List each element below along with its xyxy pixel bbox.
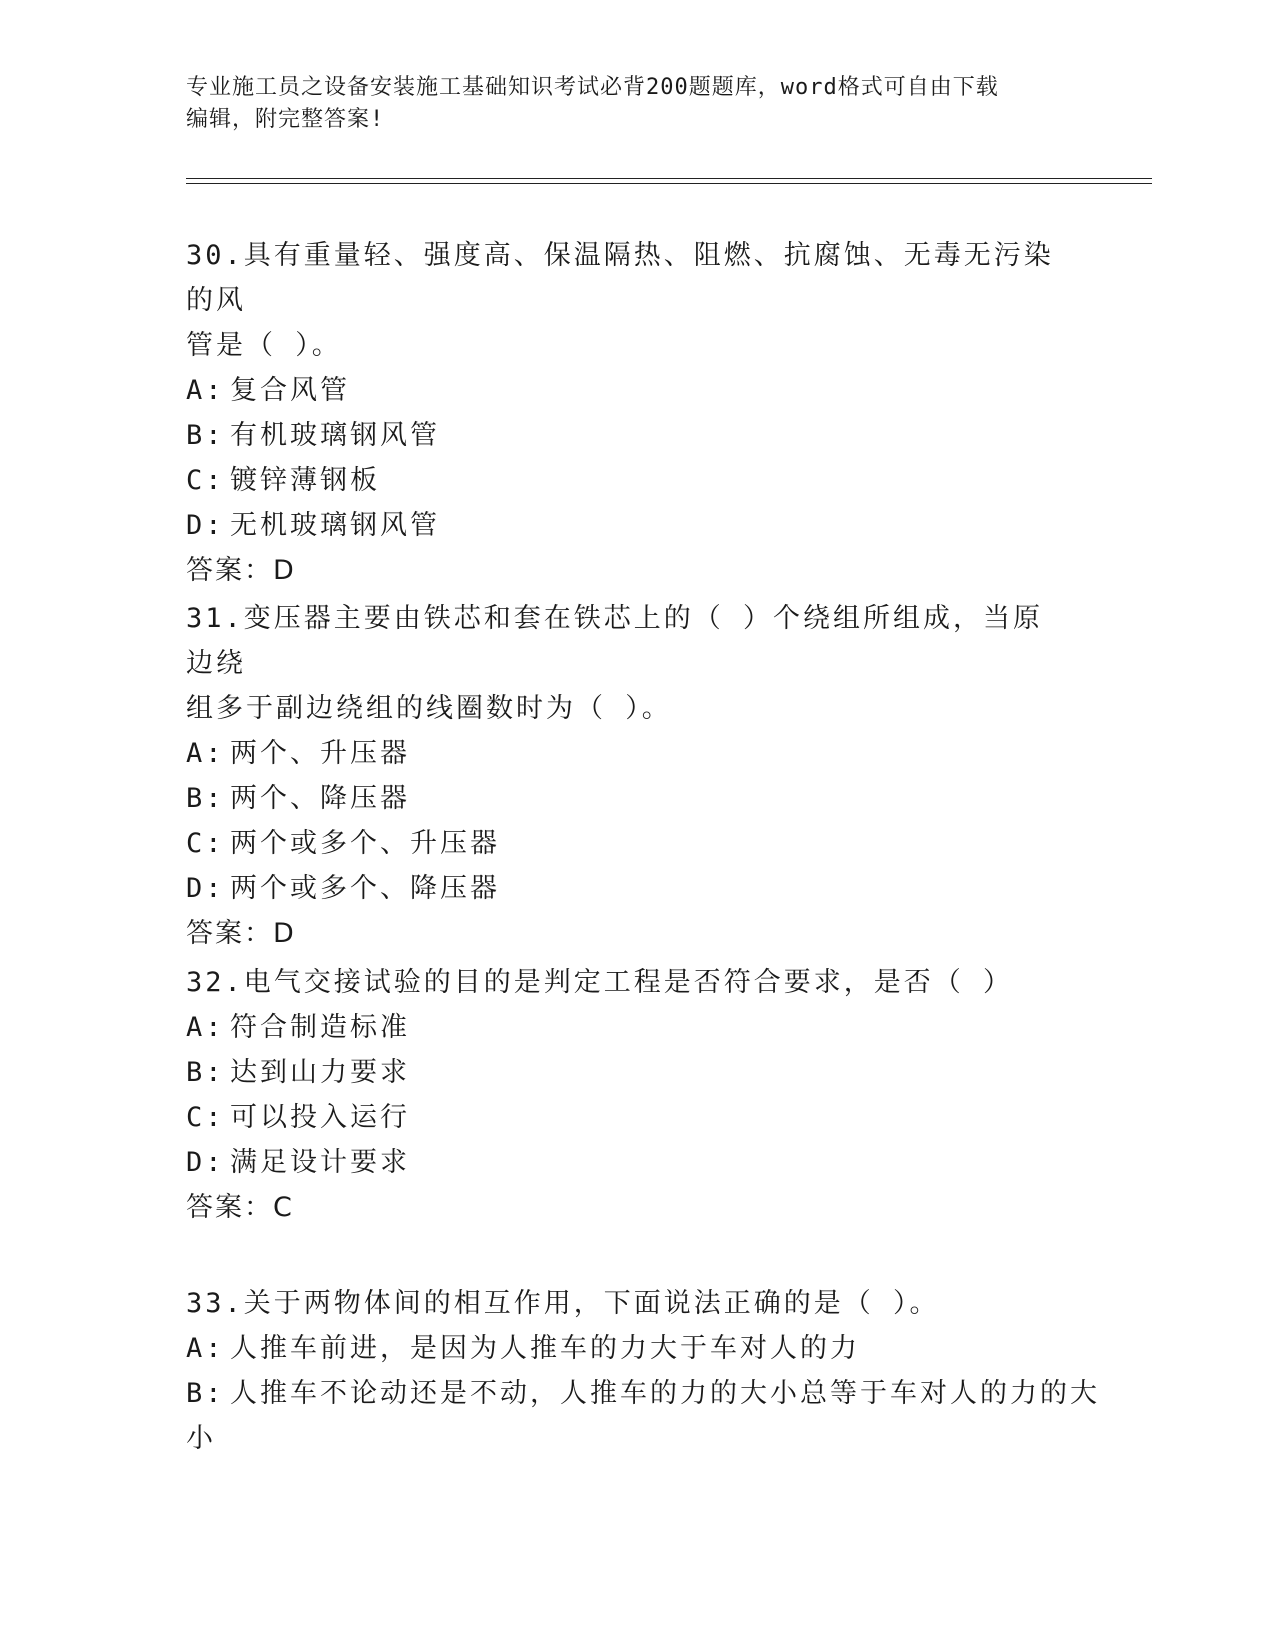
option-text: 人推车前进，是因为人推车的力大于车对人的力 — [230, 1333, 860, 1364]
document-header — [186, 72, 1066, 136]
option-c — [186, 458, 1066, 503]
question-32 — [186, 960, 1066, 1230]
option-a — [186, 731, 1066, 776]
option-d — [186, 866, 1066, 911]
option-letter: B: — [186, 1378, 225, 1409]
option-d — [186, 1140, 1066, 1185]
option-letter: C: — [186, 1102, 225, 1133]
option-letter: D: — [186, 510, 225, 541]
option-text: 两个或多个、升压器 — [230, 828, 500, 859]
option-b — [186, 1371, 1100, 1416]
option-b — [186, 776, 1066, 821]
option-c — [186, 1095, 1066, 1140]
option-text: 两个、降压器 — [230, 783, 410, 814]
option-text: 无机玻璃钢风管 — [230, 510, 440, 541]
option-letter: C: — [186, 465, 225, 496]
option-text: 有机玻璃钢风管 — [230, 420, 440, 451]
option-text: 人推车不论动还是不动，人推车的力的大小总等于车对人的力的大 — [230, 1378, 1100, 1409]
question-31 — [186, 596, 1066, 956]
option-d — [186, 503, 1066, 548]
option-letter: A: — [186, 1333, 225, 1364]
question-stem-line: 管是（ ）。 — [186, 330, 342, 361]
option-letter: A: — [186, 375, 225, 406]
question-stem-line: 32.电气交接试验的目的是判定工程是否符合要求，是否（ ） — [186, 967, 1014, 998]
question-stem-line: 31.变压器主要由铁芯和套在铁芯上的（ ）个绕组所组成，当原边绕 — [186, 603, 1044, 679]
header-divider-top — [186, 178, 1152, 179]
option-a — [186, 368, 1066, 413]
option-letter: C: — [186, 828, 225, 859]
answer-line: 答案：D — [186, 555, 296, 586]
question-stem-line: 组多于副边绕组的线圈数时为（ ）。 — [186, 693, 672, 724]
option-b — [186, 1050, 1066, 1095]
answer-line: 答案：D — [186, 918, 296, 949]
header-title-line-2: 编辑，附完整答案! — [186, 107, 385, 132]
option-letter: D: — [186, 1147, 225, 1178]
option-letter: B: — [186, 783, 225, 814]
option-letter: A: — [186, 738, 225, 769]
option-text: 两个、升压器 — [230, 738, 410, 769]
option-text: 达到山力要求 — [230, 1057, 410, 1088]
answer-line: 答案：C — [186, 1192, 294, 1223]
option-letter: D: — [186, 873, 225, 904]
header-title-line-1: 专业施工员之设备安装施工基础知识考试必背200题题库，word格式可自由下载 — [186, 75, 999, 100]
option-letter: B: — [186, 1057, 225, 1088]
option-b — [186, 413, 1066, 458]
question-33 — [186, 1281, 1100, 1461]
option-text: 满足设计要求 — [230, 1147, 410, 1178]
option-b-continuation: 小 — [186, 1423, 216, 1454]
option-text: 复合风管 — [230, 375, 350, 406]
option-letter: A: — [186, 1012, 225, 1043]
question-30 — [186, 233, 1066, 593]
option-text: 镀锌薄钢板 — [230, 465, 380, 496]
question-stem-line: 33.关于两物体间的相互作用，下面说法正确的是（ ）。 — [186, 1288, 940, 1319]
option-a — [186, 1326, 1066, 1371]
option-a — [186, 1005, 1066, 1050]
option-text: 符合制造标准 — [230, 1012, 410, 1043]
question-stem-line: 30.具有重量轻、强度高、保温隔热、阻燃、抗腐蚀、无毒无污染的风 — [186, 240, 1054, 316]
option-letter: B: — [186, 420, 225, 451]
option-text: 两个或多个、降压器 — [230, 873, 500, 904]
header-divider-bottom — [186, 183, 1152, 184]
option-text: 可以投入运行 — [230, 1102, 410, 1133]
option-c — [186, 821, 1066, 866]
